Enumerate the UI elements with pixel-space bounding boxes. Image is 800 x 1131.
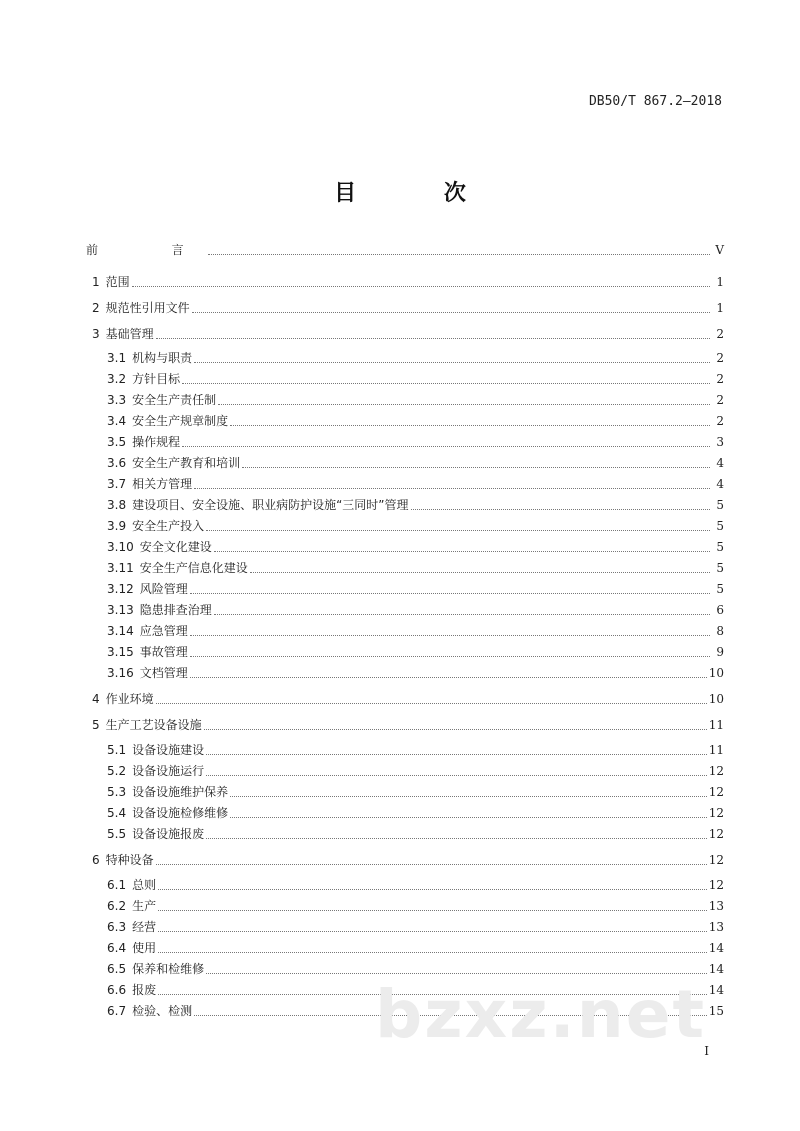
toc-entry-page: 12 bbox=[708, 806, 724, 820]
toc-entry[interactable] bbox=[107, 640, 724, 660]
toc-entry-title: 安全文化建设 bbox=[139, 540, 212, 554]
toc-entry[interactable] bbox=[92, 713, 724, 733]
toc-entry-page: 5 bbox=[716, 519, 724, 533]
dot-leader bbox=[192, 300, 710, 313]
dot-leader bbox=[156, 852, 707, 865]
toc-entry-page: 2 bbox=[716, 327, 724, 341]
toc-entry-page: V bbox=[715, 243, 724, 257]
dot-leader bbox=[158, 919, 707, 932]
dot-leader bbox=[190, 665, 707, 678]
toc-entry[interactable] bbox=[107, 430, 724, 450]
dot-leader bbox=[206, 826, 707, 839]
toc-entry-title: 保养和检维修 bbox=[132, 962, 205, 976]
toc-entry-number: 3.2 bbox=[107, 372, 127, 386]
toc-entry-page: 1 bbox=[716, 275, 724, 289]
toc-entry-number: 1 bbox=[92, 275, 100, 289]
dot-leader bbox=[230, 805, 707, 818]
toc-entry-title: 设备设施建设 bbox=[132, 743, 205, 757]
toc-entry-number: 5 bbox=[92, 718, 100, 732]
toc-entry-number: 3.9 bbox=[107, 519, 127, 533]
dot-leader bbox=[158, 877, 707, 890]
toc-entry-number: 6 bbox=[92, 853, 100, 867]
toc-entry[interactable] bbox=[107, 346, 724, 366]
toc-entry-page: 12 bbox=[708, 785, 724, 799]
toc-entry[interactable] bbox=[107, 801, 724, 821]
toc-entry-page: 11 bbox=[708, 718, 724, 732]
toc-entry-number: 3.11 bbox=[107, 561, 134, 575]
watermark-logo: bzxz.net bbox=[375, 976, 707, 1053]
toc-entry[interactable] bbox=[107, 367, 724, 387]
toc-entry-page: 4 bbox=[716, 477, 724, 491]
toc-entry-number: 3.7 bbox=[107, 477, 127, 491]
toc-entry[interactable] bbox=[107, 738, 724, 758]
toc-entry[interactable] bbox=[107, 514, 724, 534]
toc-entry-page: 5 bbox=[716, 561, 724, 575]
toc-entry-number: 3.10 bbox=[107, 540, 134, 554]
toc-entry-number: 3.16 bbox=[107, 666, 134, 680]
toc-entry-number: 3.4 bbox=[107, 414, 127, 428]
toc-entry-page: 11 bbox=[708, 743, 724, 757]
toc-entry-title: 设备设施报废 bbox=[132, 827, 205, 841]
toc-entry-page: 13 bbox=[708, 920, 724, 934]
toc-entry[interactable] bbox=[107, 936, 724, 956]
toc-entry-number: 3 bbox=[92, 327, 100, 341]
toc-entry-number: 6.7 bbox=[107, 1004, 127, 1018]
toc-entry-page: 2 bbox=[716, 351, 724, 365]
toc-entry[interactable] bbox=[107, 661, 724, 681]
toc-entry-page: 6 bbox=[716, 603, 724, 617]
toc-entry[interactable] bbox=[107, 780, 724, 800]
toc-entry-title: 相关方管理 bbox=[132, 477, 193, 491]
toc-entry-number: 3.12 bbox=[107, 582, 134, 596]
toc-entry-title: 设备设施运行 bbox=[132, 764, 205, 778]
toc-entry-title: 事故管理 bbox=[139, 645, 188, 659]
toc-entry-number: 3.13 bbox=[107, 603, 134, 617]
toc-entry[interactable] bbox=[107, 873, 724, 893]
toc-entry-title: 报废 bbox=[132, 983, 157, 997]
toc-entry-number: 3.15 bbox=[107, 645, 134, 659]
toc-entry[interactable] bbox=[107, 409, 724, 429]
toc-entry-page: 9 bbox=[716, 645, 724, 659]
dot-leader bbox=[194, 476, 710, 489]
dot-leader bbox=[230, 784, 707, 797]
toc-entry[interactable] bbox=[107, 451, 724, 471]
toc-entry-title: 使用 bbox=[132, 941, 157, 955]
toc-entry-number: 6.5 bbox=[107, 962, 127, 976]
toc-entry[interactable] bbox=[107, 472, 724, 492]
toc-entry-page: 2 bbox=[716, 372, 724, 386]
toc-entry-number: 5.5 bbox=[107, 827, 127, 841]
toc-entry-page: 14 bbox=[708, 983, 724, 997]
toc-entry-number: 6.3 bbox=[107, 920, 127, 934]
dot-leader bbox=[218, 392, 710, 405]
page-title: 目 次 bbox=[334, 180, 506, 206]
dot-leader bbox=[158, 898, 707, 911]
toc-entry-page: 3 bbox=[716, 435, 724, 449]
toc-entry-title: 特种设备 bbox=[105, 853, 154, 867]
toc-entry-page: 12 bbox=[708, 853, 724, 867]
toc-entry-page: 12 bbox=[708, 764, 724, 778]
toc-entry-number: 2 bbox=[92, 301, 100, 315]
toc-entry[interactable] bbox=[107, 957, 724, 977]
toc-entry-number: 6.2 bbox=[107, 899, 127, 913]
toc-entry[interactable] bbox=[92, 848, 724, 868]
toc-entry-title: 安全生产责任制 bbox=[132, 393, 217, 407]
toc-entry-number: 6.4 bbox=[107, 941, 127, 955]
dot-leader bbox=[214, 539, 710, 552]
dot-leader bbox=[242, 455, 710, 468]
toc-entry-page: 1 bbox=[716, 301, 724, 315]
toc-entry-page: 14 bbox=[708, 962, 724, 976]
dot-leader bbox=[250, 560, 710, 573]
toc-entry-number: 4 bbox=[92, 692, 100, 706]
toc-entry-page: 14 bbox=[708, 941, 724, 955]
dot-leader bbox=[156, 326, 710, 339]
toc-entry-title: 建设项目、安全设施、职业病防护设施“三同时”管理 bbox=[132, 498, 409, 512]
toc-entry-page: 5 bbox=[716, 540, 724, 554]
toc-entry[interactable] bbox=[107, 388, 724, 408]
toc-entry-page: 10 bbox=[708, 666, 724, 680]
toc-entry-title: 机构与职责 bbox=[132, 351, 193, 365]
dot-leader bbox=[206, 518, 710, 531]
toc-entry-page: 12 bbox=[708, 827, 724, 841]
toc-entry-number: 3.6 bbox=[107, 456, 127, 470]
toc-entry-title: 方针目标 bbox=[132, 372, 181, 386]
toc-entry-number: 6.1 bbox=[107, 878, 127, 892]
dot-leader bbox=[190, 623, 710, 636]
dot-leader bbox=[156, 691, 707, 704]
toc-entry-number: 5.3 bbox=[107, 785, 127, 799]
dot-leader bbox=[208, 242, 710, 255]
toc-entry-number: 3.1 bbox=[107, 351, 127, 365]
toc-entry-title: 前 言 bbox=[86, 243, 206, 257]
toc-entry[interactable] bbox=[107, 619, 724, 639]
dot-leader bbox=[204, 717, 707, 730]
toc-entry-page: 15 bbox=[708, 1004, 724, 1018]
toc-entry-page: 2 bbox=[716, 414, 724, 428]
dot-leader bbox=[190, 644, 710, 657]
dot-leader bbox=[132, 274, 710, 287]
toc-entry[interactable] bbox=[107, 598, 724, 618]
toc-entry-page: 2 bbox=[716, 393, 724, 407]
toc-entry-title: 安全生产信息化建设 bbox=[139, 561, 248, 575]
toc-entry-title: 总则 bbox=[132, 878, 157, 892]
toc-entry[interactable] bbox=[92, 687, 724, 707]
dot-leader bbox=[230, 413, 710, 426]
toc-entry-title: 操作规程 bbox=[132, 435, 181, 449]
page-number: I bbox=[704, 1044, 709, 1058]
dot-leader bbox=[206, 763, 707, 776]
toc-entry-title: 安全生产规章制度 bbox=[132, 414, 229, 428]
toc-entry[interactable] bbox=[107, 556, 724, 576]
toc-entry-number: 6.6 bbox=[107, 983, 127, 997]
toc-entry-number: 5.2 bbox=[107, 764, 127, 778]
toc-entry-page: 8 bbox=[716, 624, 724, 638]
toc-entry-title: 安全生产教育和培训 bbox=[132, 456, 241, 470]
toc-entry-number: 5.1 bbox=[107, 743, 127, 757]
toc-entry-title: 文档管理 bbox=[139, 666, 188, 680]
toc-entry-number: 5.4 bbox=[107, 806, 127, 820]
toc-entry[interactable] bbox=[107, 535, 724, 555]
toc-entry-page: 5 bbox=[716, 498, 724, 512]
toc-entry-title: 设备设施维护保养 bbox=[132, 785, 229, 799]
dot-leader bbox=[411, 497, 710, 510]
toc-entry-page: 12 bbox=[708, 878, 724, 892]
dot-leader bbox=[158, 940, 707, 953]
toc-entry-title: 作业环境 bbox=[105, 692, 154, 706]
dot-leader bbox=[206, 961, 707, 974]
toc-entry-title: 生产工艺设备设施 bbox=[105, 718, 202, 732]
toc-entry-page: 13 bbox=[708, 899, 724, 913]
toc-entry-number: 3.3 bbox=[107, 393, 127, 407]
toc-entry-title: 检验、检测 bbox=[132, 1004, 193, 1018]
toc-entry-title: 生产 bbox=[132, 899, 157, 913]
toc-entry[interactable] bbox=[92, 296, 724, 316]
toc-entry[interactable] bbox=[107, 759, 724, 779]
dot-leader bbox=[182, 371, 710, 384]
toc-entry[interactable] bbox=[92, 270, 724, 290]
toc-entry-title: 范围 bbox=[105, 275, 130, 289]
document-code: DB50/T 867.2—2018 bbox=[588, 94, 722, 109]
toc-entry-title: 风险管理 bbox=[139, 582, 188, 596]
toc-entry[interactable] bbox=[86, 238, 724, 258]
dot-leader bbox=[194, 350, 710, 363]
toc-entry-page: 4 bbox=[716, 456, 724, 470]
toc-entry[interactable] bbox=[107, 894, 724, 914]
toc-entry-title: 安全生产投入 bbox=[132, 519, 205, 533]
toc-entry-title: 基础管理 bbox=[105, 327, 154, 341]
toc-entry[interactable] bbox=[107, 822, 724, 842]
toc-entry[interactable] bbox=[92, 322, 724, 342]
dot-leader bbox=[214, 602, 710, 615]
toc-entry-page: 5 bbox=[716, 582, 724, 596]
toc-entry[interactable] bbox=[107, 493, 724, 513]
toc-entry-number: 3.14 bbox=[107, 624, 134, 638]
toc-entry-number: 3.5 bbox=[107, 435, 127, 449]
toc-entry-title: 设备设施检修维修 bbox=[132, 806, 229, 820]
toc-entry[interactable] bbox=[107, 915, 724, 935]
toc-entry-title: 规范性引用文件 bbox=[105, 301, 190, 315]
toc-entry-title: 应急管理 bbox=[139, 624, 188, 638]
toc-entry-page: 10 bbox=[708, 692, 724, 706]
dot-leader bbox=[182, 434, 710, 447]
toc-entry-number: 3.8 bbox=[107, 498, 127, 512]
toc-entry-title: 经营 bbox=[132, 920, 157, 934]
toc-entry-title: 隐患排查治理 bbox=[139, 603, 212, 617]
dot-leader bbox=[206, 742, 707, 755]
toc-entry[interactable] bbox=[107, 577, 724, 597]
dot-leader bbox=[190, 581, 710, 594]
